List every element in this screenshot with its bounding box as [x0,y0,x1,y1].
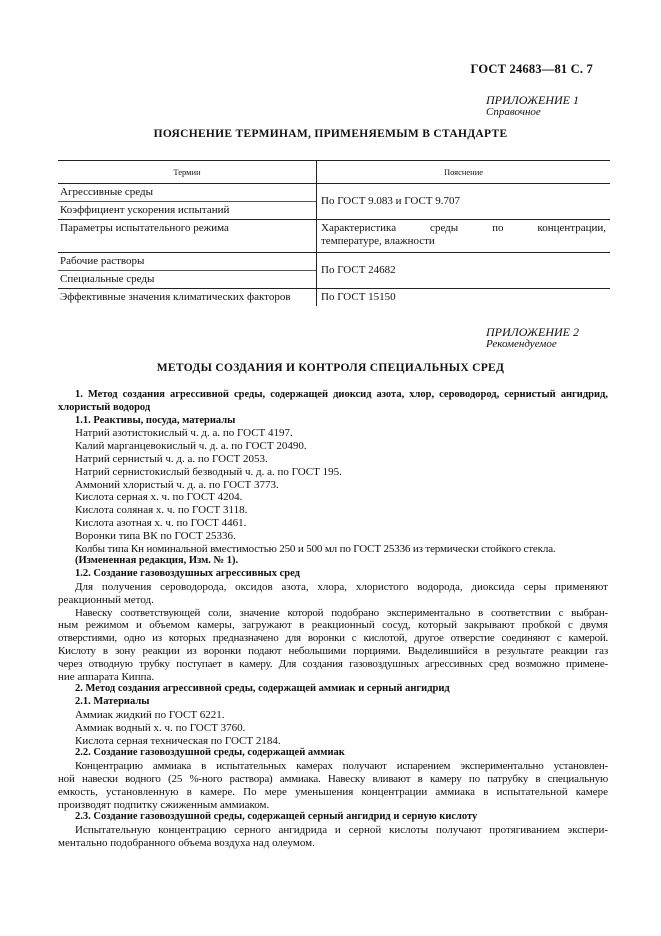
list-item: Калий марганцевокислый ч. д. а. по ГОСТ 20490. [75,440,307,453]
term-cell: Коэффициент ускорения испытаний [58,202,317,220]
section-2-title: 2. Метод создания агрессивной среды, содержащей аммиак и серный ангидрид [75,683,450,695]
explanation-cell: По ГОСТ 24682 [317,253,611,289]
paragraph-line: Концентрацию аммиака в испытательных камерах получают испарением экспериментально установлен- [75,760,608,773]
table-row [58,253,610,271]
header-explanation: Пояснение [317,161,611,184]
page-header: ГОСТ 24683—81 С. 7 [470,62,593,76]
section-2-2-title: 2.2. Создание газовоздушной среды, содержащей аммиак [75,747,345,759]
explanation-line: температуре, влажности [321,235,435,247]
table-row [58,220,610,253]
section-1-1-title: 1.1. Реактивы, посуда, материалы [75,414,236,426]
paragraph-line: через отводную трубку поступает в камеру. Для создания газовоздушных агрессивных сред возможно примене- [58,657,608,670]
section-2-1-title: 2.1. Материалы [75,696,150,708]
appendix-1-label-block [486,94,579,118]
list-item: Аммоний хлористый ч. д. а. по ГОСТ 3773. [75,478,279,491]
amendment-note: (Измененная редакция, Изм. № 1). [75,555,239,567]
paragraph-line: Для получения сероводорода, оксидов азота, хлора, хлористого водорода, диоксида серы применяют [75,580,608,593]
table-row [58,184,610,202]
appendix-2-label: ПРИЛОЖЕНИЕ 2 [486,325,579,339]
appendix-1-title: ПОЯСНЕНИЕ ТЕРМИНАМ, ПРИМЕНЯЕМЫМ В СТАНДАРТЕ [153,128,508,140]
section-1-2-title: 1.2. Создание газовоздушных агрессивных сред [75,568,300,580]
term-cell: Специальные среды [58,271,317,289]
list-item: Аммиак жидкий по ГОСТ 6221. [75,708,225,721]
header-term: Термин [58,161,317,184]
paragraph-line: ной навески водного (25 %-ного раствора) аммиака. Навеску вливают в камеру по патрубку в специальную [58,772,608,785]
section-1-title-cont: хлористый водород [58,401,151,413]
list-item: Натрий сернистокислый безводный ч. д. а. по ГОСТ 195. [75,465,342,478]
paragraph-line: ным режимом и объемом камеры, загружают в реакционный сосуд, который закрывают пробкой с двумя [58,619,608,632]
paragraph-line: емкость, установленную в камере. По мере уменьшения концентрации аммиака в испытательной камере [58,785,608,798]
table-row [58,289,610,307]
appendix-1-status: Справочное [486,106,541,118]
paragraph-line: ние аппарата Киппа. [58,670,155,683]
appendix-2-status: Рекомендуемое [486,338,557,350]
paragraph-line: реакционный метод. [58,593,154,606]
list-item: Натрий сернистый ч. д. а. по ГОСТ 2053. [75,452,268,465]
paragraph-line: отверстиями, одно из которых предназначено для воронки с кислотой, другое отверстие соединяют с камерой. [58,632,608,645]
paragraph-line: Навеску соответствующей соли, значение которой подобрано экспериментально в соответствии с выбран- [75,606,608,619]
paragraph-line: Кислоту в зону реакции из воронки подают небольшими порциями. Выделившийся в результате реакции газ [58,644,608,657]
list-item: Кислота серная техническая по ГОСТ 2184. [75,734,281,747]
term-cell: Агрессивные среды [58,184,317,202]
section-1-title: 1. Метод создания агрессивной среды, содержащей диоксид азота, хлор, сероводород, сернистый ангидрид, [75,389,608,400]
term-cell: Эффективные значения климатических факторов [58,289,317,307]
explanation-cell: По ГОСТ 9.083 и ГОСТ 9.707 [321,195,461,207]
paragraph-line: производят подпитку сжиженным аммиаком. [58,798,270,811]
list-item: Кислота азотная х. ч. по ГОСТ 4461. [75,516,247,529]
list-item: Воронки типа ВК по ГОСТ 25336. [75,529,236,542]
terms-table-header [58,161,610,184]
list-item: Натрий азотистокислый ч. д. а. по ГОСТ 4197. [75,427,293,440]
terms-table [58,160,610,306]
paragraph-line: ментально подобранного объема воздуха над олеумом. [58,836,315,849]
paragraph-line: Испытательную концентрацию серного ангидрида и серной кислоты получают протягиванием экспери- [75,824,608,837]
section-2-3-title: 2.3. Создание газовоздушной среды, содержащей серный ангидрид и серную кислоту [75,811,478,823]
document-body [58,389,608,850]
appendix-2-title: МЕТОДЫ СОЗДАНИЯ И КОНТРОЛЯ СПЕЦИАЛЬНЫХ СРЕД [156,362,505,374]
list-item: Аммиак водный х. ч. по ГОСТ 3760. [75,721,246,734]
list-item: Колбы типа Кн номинальной вместимостью 250 и 500 мл по ГОСТ 25336 из термически стойкого стекла. [75,542,556,555]
term-cell: Параметры испытательного режима [58,220,317,253]
explanation-line: Характеристика среды по концентрации, [321,222,606,234]
term-cell: Рабочие растворы [58,253,317,271]
appendix-2-label-block [486,326,579,350]
explanation-cell: По ГОСТ 15150 [317,289,611,307]
appendix-1-label: ПРИЛОЖЕНИЕ 1 [486,93,579,107]
explanation-cell [317,220,611,253]
list-item: Кислота серная х. ч. по ГОСТ 4204. [75,491,243,504]
list-item: Кислота соляная х. ч. по ГОСТ 3118. [75,504,248,517]
